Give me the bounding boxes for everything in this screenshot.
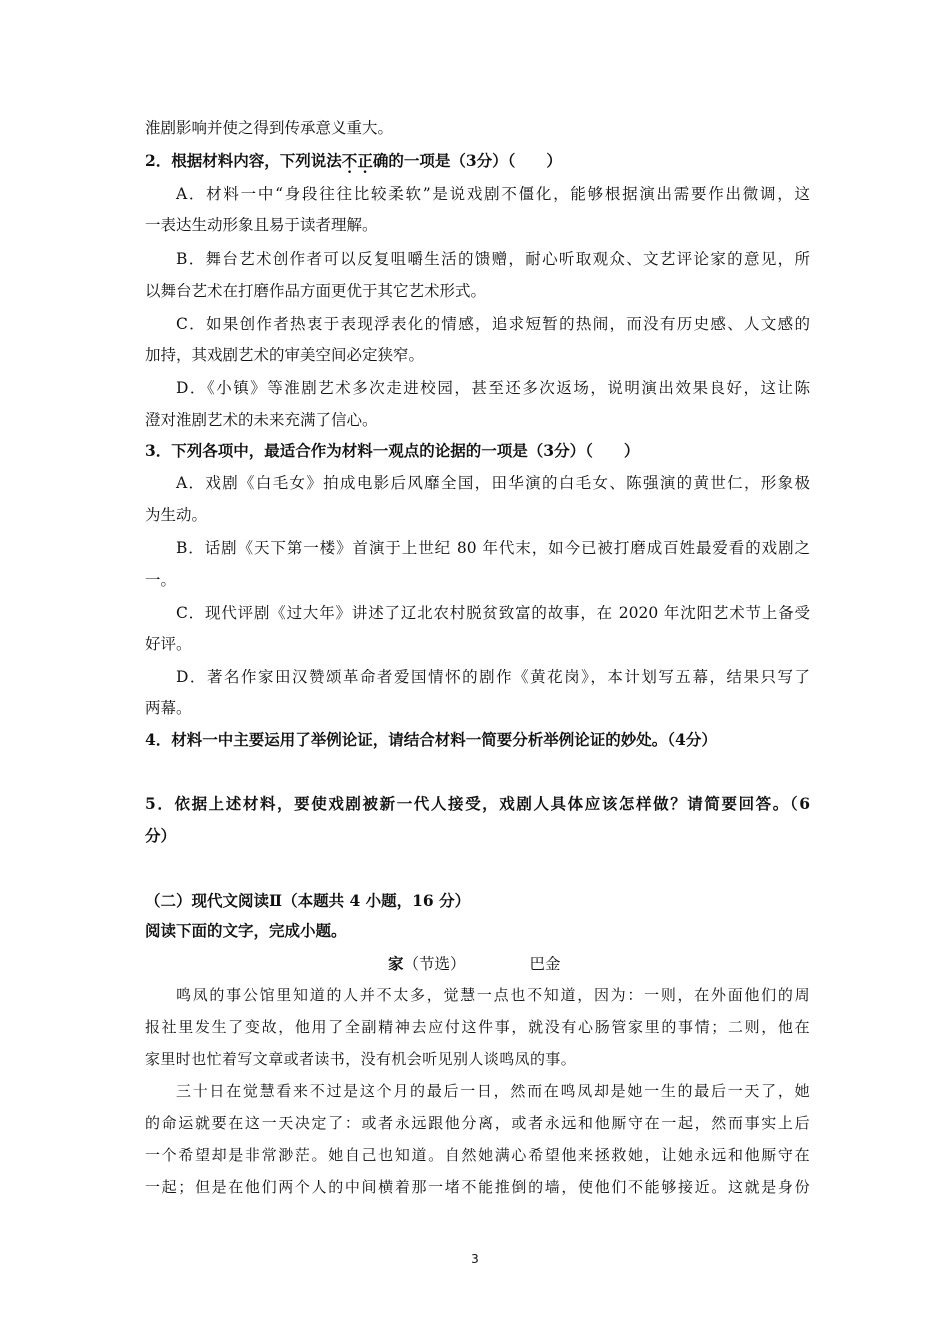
reading-instruction: 阅读下面的文字，完成小题。 — [145, 921, 347, 940]
q3-option-b-line1: B．话剧《天下第一楼》首演于上世纪 80 年代末，如今已被打磨成百姓最爱看的戏剧之 — [176, 539, 810, 557]
q3-option-d-line2: 两幕。 — [145, 699, 192, 717]
passage-title — [388, 952, 561, 974]
question-4: 4．材料一中主要运用了举例论证，请结合材料一简要分析举例论证的妙处。（4分） — [145, 730, 717, 749]
q2-option-c-line1: C．如果创作者热衷于表现浮表化的情感，追求短暂的热闹，而没有历史感、人文感的 — [176, 315, 810, 333]
q2-option-d-line2: 澄对淮剧艺术的未来充满了信心。 — [145, 411, 378, 429]
question-3-stem: 3．下列各项中，最适合作为材料一观点的论据的一项是（3分）（ ） — [145, 441, 640, 460]
passage-author: 巴金 — [529, 955, 561, 973]
passage-title-sub: （节选） — [403, 955, 466, 973]
passage-p1-line3: 家里时也忙着写文章或者读书，没有机会听见别人谈鸣凤的事。 — [145, 1050, 577, 1068]
q2-option-b-line2: 以舞台艺术在打磨作品方面更优于其它艺术形式。 — [145, 282, 487, 300]
q2-option-c-line2: 加持，其戏剧艺术的审美空间必定狭窄。 — [145, 346, 425, 364]
passage-p2-line1: 三十日在觉慧看来不过是这个月的最后一日，然而在鸣凤却是她一生的最后一天了，她 — [176, 1082, 810, 1100]
q3-option-c-line2: 好评。 — [145, 635, 192, 653]
question-5-line2: 分） — [145, 826, 177, 845]
question-2-stem — [145, 151, 810, 171]
question-5-line1: 5．依据上述材料，要使戏剧被新一代人接受，戏剧人具体应该怎样做？请简要回答。（6 — [145, 794, 810, 813]
q2-option-b-line1: B．舞台艺术创作者可以反复咀嚼生活的馈赠，耐心听取观众、文艺评论家的意见，所 — [176, 250, 810, 268]
q2-stem-post: 确的一项是（3分）（ ） — [372, 151, 562, 170]
q2-emphasis-zheng: 正 — [357, 151, 373, 170]
continuation-text: 淮剧影响并使之得到传承意义重大。 — [145, 119, 394, 137]
passage-p1-line1: 鸣凤的事公馆里知道的人并不太多，觉慧一点也不知道，因为：一则，在外面他们的周 — [176, 986, 810, 1004]
q3-option-a-line1: A．戏剧《白毛女》拍成电影后风靡全国，田华演的白毛女、陈强演的黄世仁，形象极 — [176, 474, 810, 492]
q3-option-a-line2: 为生动。 — [145, 506, 208, 524]
passage-p2-line3: 一个希望却是非常渺茫。她自己也知道。自然她满心希望他来拯救她，让她永远和他厮守在 — [145, 1146, 810, 1164]
page-number: 3 — [471, 1252, 479, 1266]
q3-option-d-line1: D．著名作家田汉赞颂革命者爱国情怀的剧作《黄花岗》，本计划写五幕，结果只写了 — [176, 668, 810, 686]
q3-option-b-line2: 一。 — [145, 571, 177, 589]
q2-option-a-line2: 一表达生动形象且易于读者理解。 — [145, 216, 378, 234]
passage-p1-line2: 报社里发生了变故，他用了全副精神去应付这件事，就没有心肠管家里的事情；二则，他在 — [145, 1018, 810, 1036]
passage-title-main: 家 — [388, 954, 404, 973]
section-heading: （二）现代文阅读Ⅱ（本题共 4 小题，16 分） — [145, 891, 471, 910]
q2-stem-pre: 2．根据材料内容，下列说法 — [145, 151, 342, 170]
q2-option-a-line1: A．材料一中“身段往往比较柔软”是说戏剧不僵化，能够根据演出需要作出微调，这 — [176, 185, 810, 203]
q2-emphasis-bu: 不 — [341, 151, 358, 170]
passage-p2-line4: 一起；但是在他们两个人的中间横着那一堵不能推倒的墙，使他们不能够接近。这就是身份 — [145, 1178, 810, 1196]
q3-option-c-line1: C．现代评剧《过大年》讲述了辽北农村脱贫致富的故事，在 2020 年沈阳艺术节上备受 — [176, 604, 810, 622]
q2-option-d-line1: D．《小镇》等淮剧艺术多次走进校园，甚至还多次返场，说明演出效果良好，这让陈 — [176, 379, 810, 397]
passage-p2-line2: 的命运就要在这一天决定了：或者永远跟他分离，或者永远和他厮守在一起，然而事实上后 — [145, 1114, 810, 1132]
